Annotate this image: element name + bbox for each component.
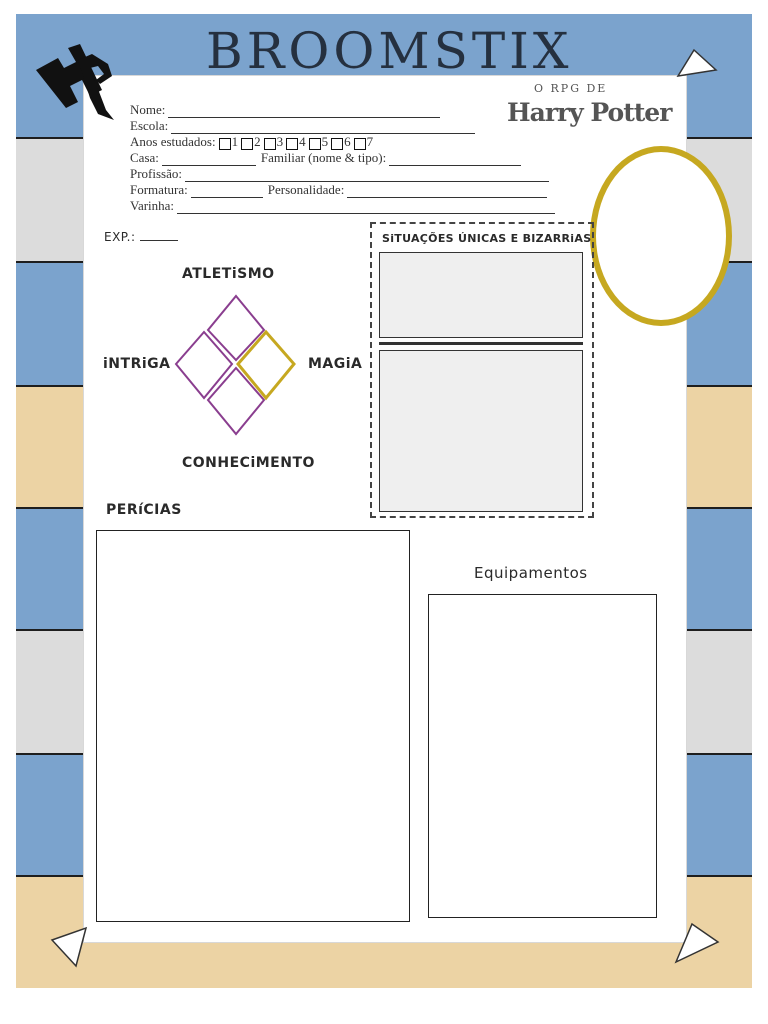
- field-escola[interactable]: [130, 118, 590, 134]
- attribute-label-conhecimento: CONHECiMENTO: [182, 455, 315, 471]
- year-label: 4: [299, 134, 306, 149]
- field-line[interactable]: [185, 170, 549, 182]
- character-fields: [130, 102, 590, 214]
- field-line[interactable]: [168, 106, 440, 118]
- year-label: 1: [231, 134, 239, 149]
- situacoes-box-top[interactable]: [379, 252, 583, 338]
- pericias-title: PERíCIAS: [106, 502, 182, 518]
- year-label: 6: [344, 134, 351, 149]
- exp-field[interactable]: [104, 230, 178, 244]
- year-label: 7: [366, 134, 374, 149]
- year-label: 5: [321, 134, 329, 149]
- field-label: Varinha:: [130, 198, 175, 213]
- year-checkbox[interactable]: [264, 138, 276, 150]
- hp-logo-icon: [28, 40, 120, 124]
- year-checkbox[interactable]: [286, 138, 298, 150]
- attribute-label-atletismo: ATLETiSMO: [182, 266, 275, 282]
- year-checkbox[interactable]: [219, 138, 231, 150]
- field-label: Formatura:: [130, 182, 188, 197]
- field-line[interactable]: [162, 154, 256, 166]
- exp-line[interactable]: [140, 231, 178, 241]
- field-line[interactable]: [347, 186, 547, 198]
- year-checkbox[interactable]: [241, 138, 253, 150]
- corner-arrow-icon: [672, 918, 722, 968]
- field-line[interactable]: [389, 154, 521, 166]
- field-label: Escola:: [130, 118, 169, 133]
- field-casa[interactable]: [130, 150, 590, 166]
- year-checkbox[interactable]: [331, 138, 343, 150]
- field-label: Profissão:: [130, 166, 182, 181]
- brand-subtitle-big: Harry Potter: [507, 98, 672, 127]
- field-label: Familiar (nome & tipo):: [260, 150, 387, 165]
- field-label: Personalidade:: [267, 182, 345, 197]
- exp-label: EXP.:: [104, 230, 136, 244]
- attribute-label-intriga: iNTRiGA: [103, 356, 171, 372]
- year-checkbox[interactable]: [354, 138, 366, 150]
- situacoes-box-bottom[interactable]: [379, 350, 583, 512]
- situacoes-title: SiTUAÇÕES ÚNICAS E BIZARRiAS: [382, 232, 592, 245]
- situacoes-divider: [379, 342, 583, 345]
- attribute-diamond-chart: [174, 292, 298, 438]
- field-line[interactable]: [177, 202, 555, 214]
- field-label: Anos estudados:: [130, 134, 216, 149]
- field-label: Casa:: [130, 150, 159, 165]
- equipamentos-box[interactable]: [428, 594, 657, 918]
- equipamentos-title: Equipamentos: [474, 564, 588, 582]
- corner-arrow-icon: [46, 920, 90, 970]
- field-anos: [130, 134, 590, 150]
- field-formatura[interactable]: [130, 182, 590, 198]
- field-profissao[interactable]: [130, 166, 590, 182]
- year-checkbox[interactable]: [309, 138, 321, 150]
- field-line[interactable]: [171, 122, 475, 134]
- brand-subtitle-small: O RPG DE: [534, 82, 608, 95]
- field-varinha[interactable]: [130, 198, 590, 214]
- field-nome[interactable]: [130, 102, 590, 118]
- corner-arrow-icon: [676, 48, 720, 92]
- brand-title: BROOMSTIX: [206, 22, 573, 80]
- portrait-frame[interactable]: [590, 146, 732, 326]
- field-label: Nome:: [130, 102, 166, 117]
- year-label: 3: [276, 134, 284, 149]
- field-line[interactable]: [191, 186, 263, 198]
- attribute-label-magia: MAGiA: [308, 356, 363, 372]
- pericias-box[interactable]: [96, 530, 410, 922]
- year-label: 2: [254, 134, 261, 149]
